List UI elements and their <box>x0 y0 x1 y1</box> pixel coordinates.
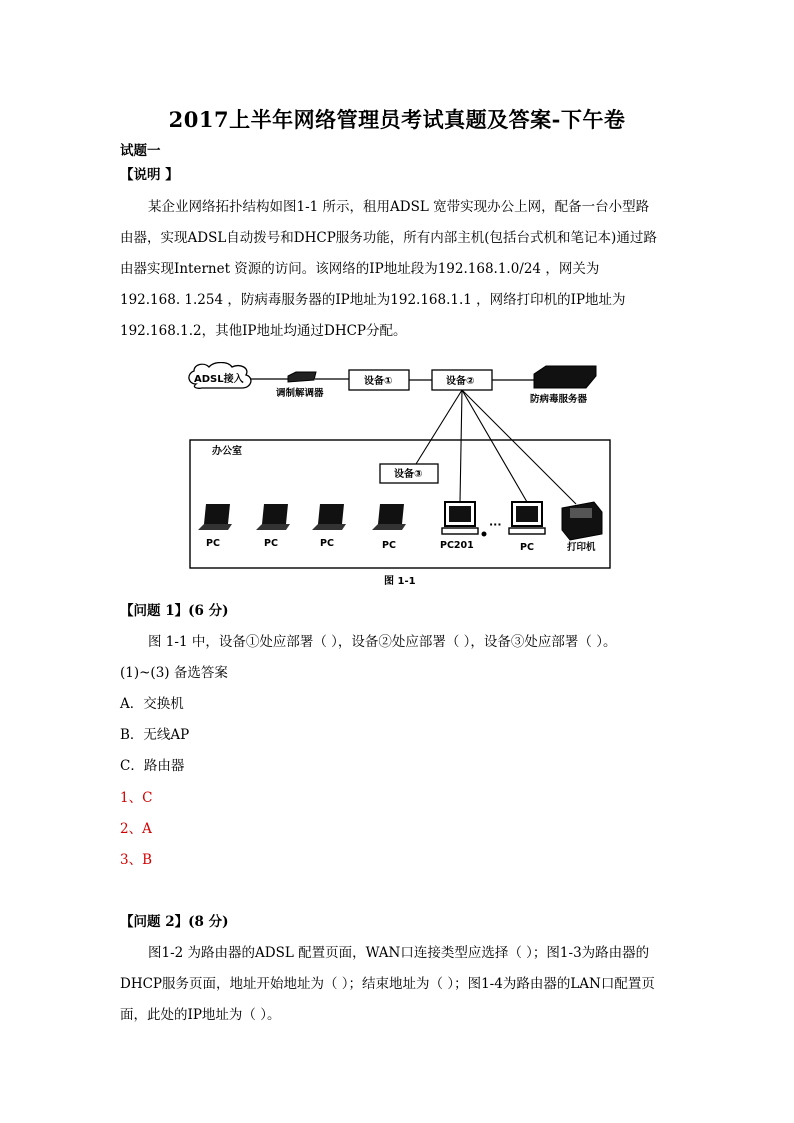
document-title: 2017上半年网络管理员考试真题及答案-下午卷 <box>168 107 626 132</box>
pc-label: PC <box>320 538 334 549</box>
desktop-pc <box>509 502 545 553</box>
pc-label: PC <box>520 542 534 553</box>
desktop-pc201 <box>440 502 487 551</box>
question2-line: 面，此处的IP地址为（ ）。 <box>120 1007 281 1023</box>
pc201-label: PC201 <box>440 540 474 551</box>
answer-3: 3、B <box>120 852 153 868</box>
section-heading: 试题一 <box>120 143 161 159</box>
question2-line: DHCP服务页面，地址开始地址为（ ）；结束地址为（ ）；图1-4为路由器的LAN口配置页 <box>120 976 655 992</box>
modem <box>275 372 324 399</box>
option-a: A．交换机 <box>120 696 184 712</box>
device3-label: 设备③ <box>394 469 423 480</box>
laptop <box>256 504 290 549</box>
laptop <box>372 504 406 551</box>
cloud-label: ADSL接入 <box>194 374 244 385</box>
ellipsis: ··· <box>489 518 502 531</box>
question1-heading: 【问题 1】(6 分) <box>120 603 229 619</box>
paragraph-line: 某企业网络拓扑结构如图1-1 所示，租用ADSL 宽带实现办公上网，配备一台小型路 <box>148 199 650 215</box>
question2-heading: 【问题 2】(8 分) <box>120 914 229 930</box>
pc-label: PC <box>382 540 396 551</box>
note-label: 【说明 】 <box>120 167 179 183</box>
answer-1: 1、C <box>120 790 153 806</box>
laptop <box>312 504 346 549</box>
device-3 <box>380 464 438 483</box>
pc-label: PC <box>264 538 278 549</box>
adsl-cloud <box>189 363 251 389</box>
laptop <box>198 504 232 549</box>
device2-links <box>416 390 576 504</box>
pc-label: PC <box>206 538 220 549</box>
device1-label: 设备① <box>364 376 393 387</box>
printer <box>562 502 602 553</box>
network-topology-diagram <box>184 362 614 592</box>
question2-line: 图1-2 为路由器的ADSL 配置页面，WAN口连接类型应选择（ ）；图1-3为路由器的 <box>148 945 650 961</box>
device2-label: 设备② <box>446 376 475 387</box>
options-label: (1)~(3) 备选答案 <box>120 665 228 681</box>
answer-2: 2、A <box>120 821 152 837</box>
paragraph-line: 192.168. 1.254 ，防病毒服务器的IP地址为192.168.1.1 ，网络打印机的IP地址为 <box>120 292 626 308</box>
printer-label: 打印机 <box>567 542 596 553</box>
device-1 <box>349 370 409 390</box>
paragraph-line: 由器实现Internet 资源的访问。该网络的IP地址段为192.168.1.0/24 ，网关为 <box>120 261 600 277</box>
office-label: 办公室 <box>212 446 242 457</box>
server-label: 防病毒服务器 <box>530 394 588 405</box>
option-b: B．无线AP <box>120 727 190 743</box>
device-2 <box>432 370 492 390</box>
option-c: C．路由器 <box>120 758 185 774</box>
modem-label: 调制解调器 <box>276 388 324 399</box>
question1-text: 图 1-1 中，设备①处应部署（ ），设备②处应部署（ ），设备③处应部署（ ）。 <box>148 634 617 650</box>
figure-caption: 图 1-1 <box>384 576 416 587</box>
antivirus-server <box>530 366 596 405</box>
paragraph-line: 由器，实现ADSL自动拨号和DHCP服务功能，所有内部主机(包括台式机和笔记本)通过路 <box>120 230 657 246</box>
paragraph-line: 192.168.1.2，其他IP地址均通过DHCP分配。 <box>120 323 407 339</box>
